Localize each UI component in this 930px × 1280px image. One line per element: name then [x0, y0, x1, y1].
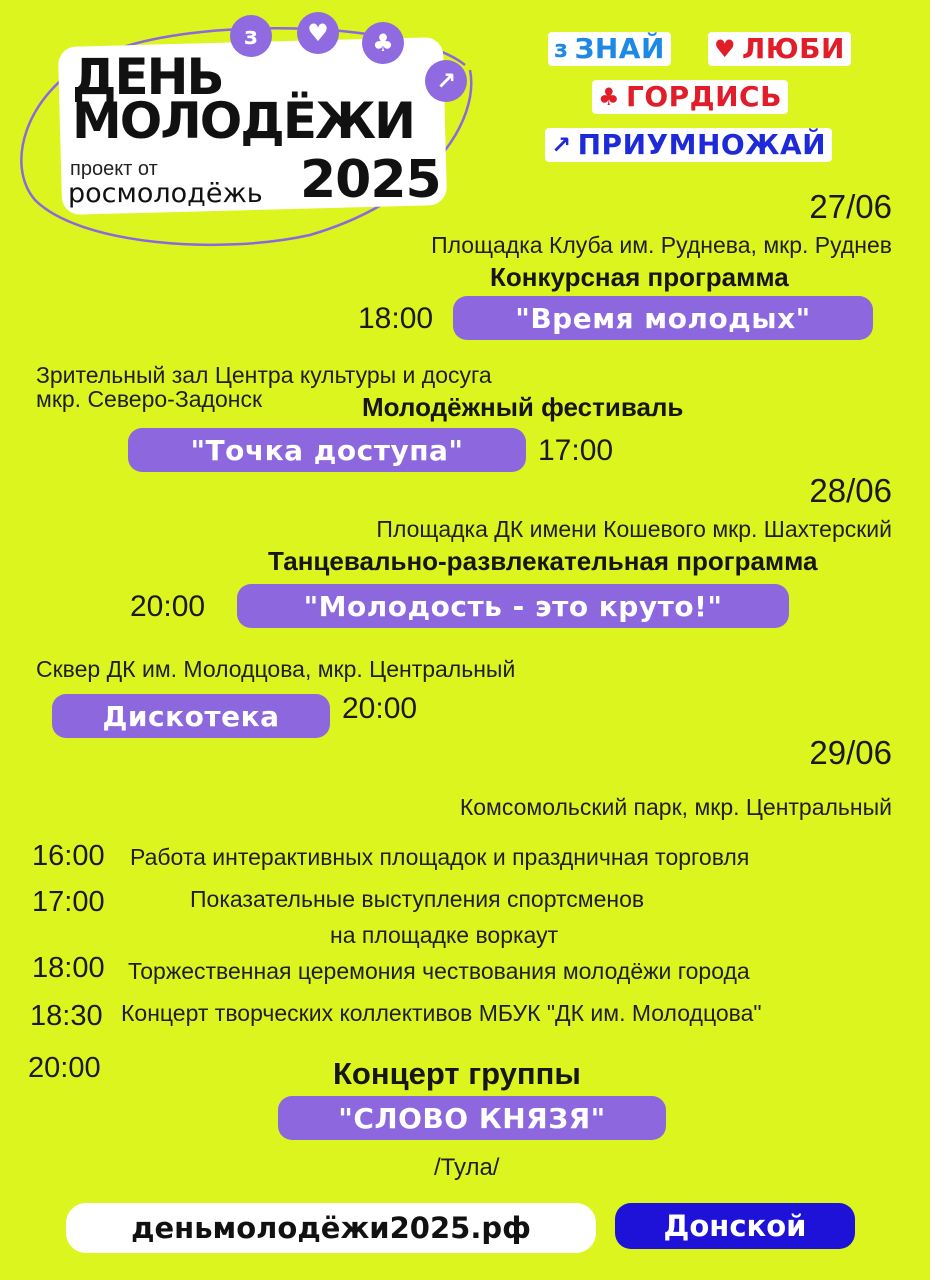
- schedule-time: 17:00: [32, 886, 105, 918]
- digit-3-icon: з: [554, 35, 569, 63]
- schedule-item: Торжественная церемония чествования молодёжи города: [128, 958, 750, 984]
- event-title-pill: Дискотека: [52, 694, 330, 738]
- event-title-pill: "Молодость - это круто!": [237, 584, 789, 628]
- logo-project-label: проект от: [70, 158, 158, 180]
- schedule-time: 16:00: [32, 840, 105, 872]
- slogan-text: ЗНАЙ: [574, 32, 665, 65]
- date-day1: 27/06: [809, 188, 892, 225]
- heart-icon: ♥: [297, 12, 339, 54]
- band-title-pill: "СЛОВО КНЯЗЯ": [278, 1096, 666, 1140]
- venue-center-culture-line2: мкр. Северо-Задонск: [36, 386, 263, 412]
- date-day2: 28/06: [809, 472, 892, 509]
- slogan-text: ЛЮБИ: [742, 32, 845, 65]
- slogan-znay: [548, 32, 671, 66]
- city-badge: Донской: [615, 1203, 855, 1249]
- slogan-gordis: [592, 80, 788, 114]
- slogan-text: ГОРДИСЬ: [626, 80, 782, 113]
- venue-rudnev: Площадка Клуба им. Руднева, мкр. Руднев: [431, 232, 892, 258]
- digit-3-icon: з: [230, 15, 272, 57]
- program-label-dance: Танцевально-развлекательная программа: [268, 546, 818, 576]
- heart-icon: ♥: [714, 35, 737, 63]
- schedule-time: 18:30: [30, 1000, 103, 1032]
- band-city: /Тула/: [434, 1154, 500, 1181]
- event-title-pill: "Время молодых": [453, 296, 873, 340]
- date-day3: 29/06: [809, 734, 892, 771]
- event-time: 18:00: [358, 302, 434, 335]
- eagle-icon: ♣: [598, 83, 621, 111]
- eagle-icon: ♣: [362, 22, 404, 64]
- program-label-contest: Конкурсная программа: [490, 262, 789, 292]
- venue-center-culture-line1: Зрительный зал Центра культуры и досуга: [36, 362, 492, 388]
- logo-title-line1: ДЕНЬ: [72, 48, 223, 106]
- schedule-item: Концерт творческих коллективов МБУК "ДК им. Молодцова": [121, 1000, 762, 1026]
- slogan-priumnozhay: [545, 128, 832, 162]
- logo-title-line2: МОЛОДЁЖИ: [72, 92, 415, 150]
- logo-brand: росмолодёжь: [68, 178, 263, 209]
- schedule-item: Показательные выступления спортсменов: [190, 886, 645, 912]
- arrow-icon: ↗: [551, 131, 572, 159]
- schedule-item-continued: на площадке воркаут: [330, 922, 559, 948]
- venue-komsomol-park: Комсомольский парк, мкр. Центральный: [459, 794, 892, 820]
- program-label-festival: Молодёжный фестиваль: [362, 392, 684, 422]
- concert-time: 20:00: [28, 1052, 101, 1084]
- venue-koshevoy: Площадка ДК имени Кошевого мкр. Шахтерский: [376, 516, 892, 542]
- schedule-time: 18:00: [32, 952, 105, 984]
- slogan-text: ПРИУМНОЖАЙ: [577, 128, 827, 161]
- event-time: 20:00: [342, 692, 418, 725]
- slogan-lyubi: [708, 32, 851, 66]
- schedule-item: Работа интерактивных площадок и праздничная торговля: [130, 844, 750, 870]
- event-time: 17:00: [538, 434, 614, 467]
- event-title-pill: "Точка доступа": [128, 428, 526, 472]
- logo-year: 2025: [300, 150, 441, 210]
- venue-molodtsov-square: Сквер ДК им. Молодцова, мкр. Центральный: [36, 656, 516, 682]
- website-link[interactable]: деньмолодёжи2025.рф: [66, 1203, 596, 1253]
- event-time: 20:00: [130, 590, 206, 623]
- concert-label: Концерт группы: [333, 1056, 581, 1091]
- arrow-icon: ↗: [425, 60, 467, 102]
